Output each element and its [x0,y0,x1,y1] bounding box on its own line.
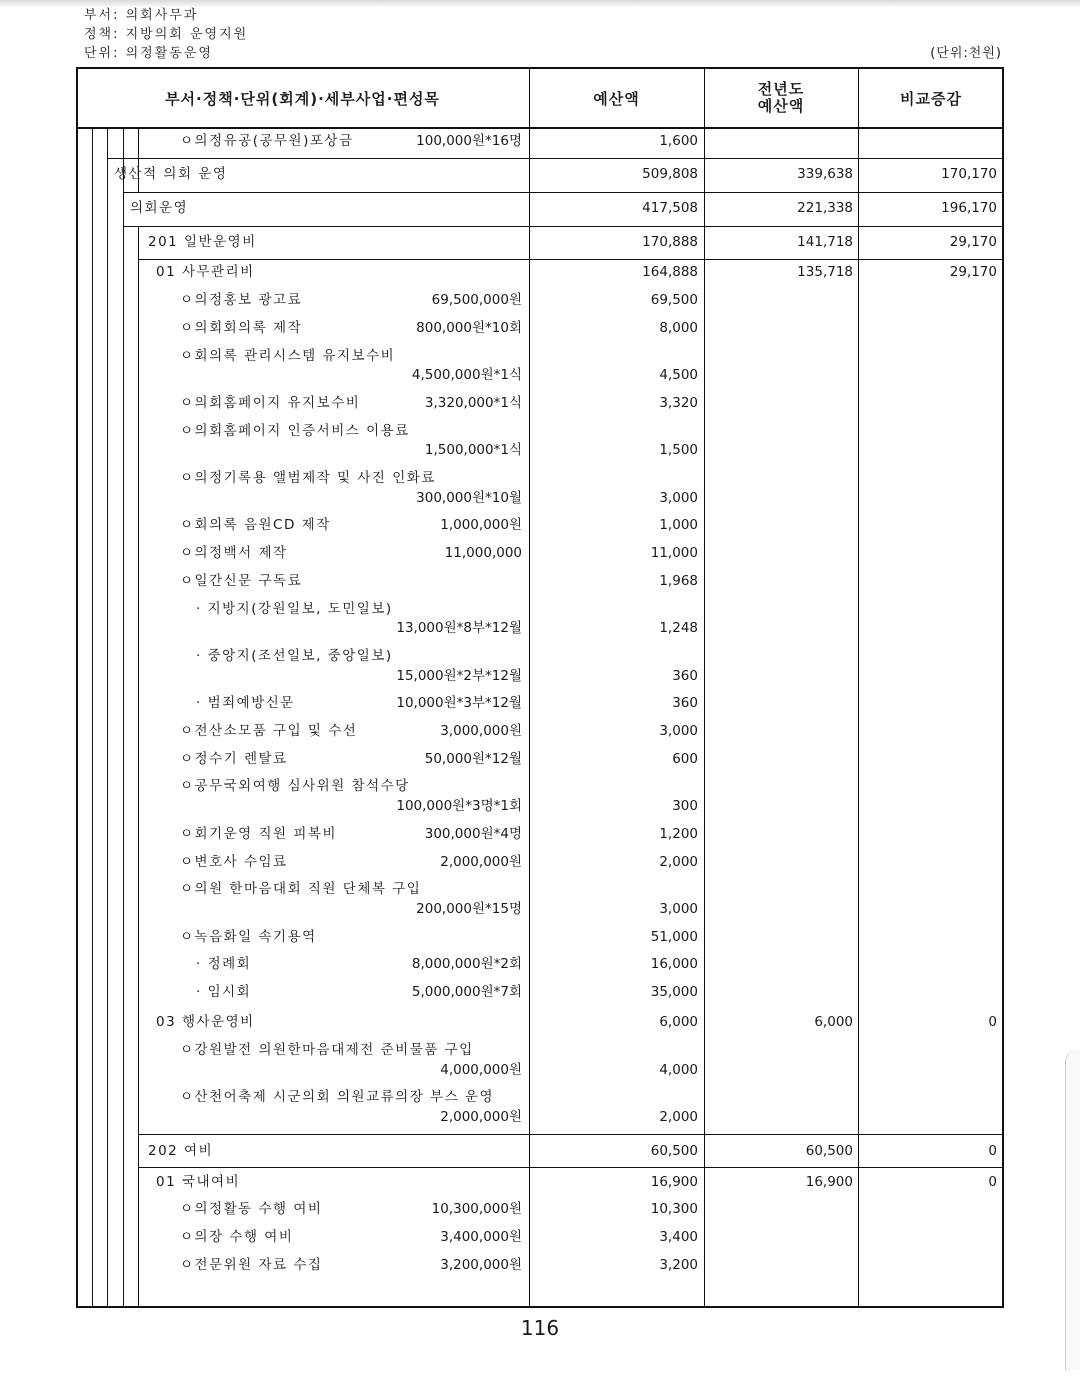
row-budget: 3,000 [659,901,698,917]
col-header-diff: 비교증감 [900,89,962,108]
row-detail: 800,000원*10회 [416,320,522,336]
row-detail: 69,500,000원 [431,292,522,308]
col-header-prev-line1: 전년도 [757,80,805,98]
row-detail: 4,000,000원 [440,1062,522,1078]
row-budget: 1,968 [659,573,698,589]
tree-line-2 [107,129,108,1306]
policy-label: 정책: 지방의회 운영지원 [84,27,249,42]
row-budget: 16,000 [650,956,698,972]
row-divider-e [138,1134,1004,1135]
row-detail: 1,000,000원 [440,517,522,533]
col-header-item: 부서·정책·단위(회계)·세부사업·편성목 [165,89,440,108]
row-label: ㅇ의정활동 수행 여비 [180,1201,323,1217]
tree-line-1 [92,129,93,1306]
row-divider-c [123,226,1004,227]
row-budget: 1,200 [659,826,698,842]
row-prev-budget: 141,718 [797,234,853,250]
row-detail: 100,000원*3명*1회 [396,798,522,814]
row-label: ㅇ산천어축제 시군의회 의원교류의장 부스 운영 [180,1089,494,1105]
row-budget: 360 [672,668,698,684]
row-budget: 3,320 [659,395,698,411]
row-budget: 8,000 [659,320,698,336]
row-budget: 4,500 [659,367,698,383]
row-budget: 300 [672,798,698,814]
col-header-prev-budget [704,67,858,129]
row-label: ㅇ의회홈페이지 유지보수비 [180,395,361,411]
row-budget: 164,888 [642,264,698,280]
row-detail: 200,000원*15명 [416,901,522,917]
row-budget: 170,888 [642,234,698,250]
row-detail: 4,500,000원*1식 [411,367,522,383]
row-label: 01 사무관리비 [156,264,255,280]
row-label: ㅇ정수기 렌탈료 [180,751,288,767]
row-label: ㅇ일간신문 구독료 [180,573,303,589]
row-prev-budget: 339,638 [797,166,853,182]
row-label: · 범죄예방신문 [196,695,295,711]
row-detail: 8,000,000원*2회 [411,956,522,972]
row-budget: 3,200 [659,1257,698,1273]
row-label: 03 행사운영비 [156,1014,255,1030]
row-diff: 0 [988,1174,997,1190]
row-budget: 509,808 [642,166,698,182]
row-detail: 10,300,000원 [431,1201,522,1217]
row-label: ㅇ의정기록용 앨범제작 및 사진 인화료 [180,470,436,486]
row-label: ㅇ변호사 수임료 [180,854,288,870]
row-budget: 417,508 [642,200,698,216]
row-budget: 4,000 [659,1062,698,1078]
row-label: 의회운영 [130,200,189,216]
row-detail: 300,000원*10월 [416,490,522,506]
row-budget: 6,000 [659,1014,698,1030]
row-detail: 100,000원*16명 [416,133,522,149]
row-budget: 1,600 [659,133,698,149]
row-divider-a [107,158,1004,159]
row-budget: 3,400 [659,1229,698,1245]
row-detail: 300,000원*4명 [424,826,522,842]
row-label: ㅇ회기운영 직원 피복비 [180,826,337,842]
row-label: · 중앙지(조선일보, 중앙일보) [196,648,393,664]
row-label: ㅇ회의록 음원CD 제작 [180,517,331,533]
row-budget: 35,000 [650,984,698,1000]
row-divider-f [138,1167,1004,1168]
row-divider-d [138,259,1004,260]
row-detail: 10,000원*3부*12월 [396,695,522,711]
row-divider-b [123,192,1004,193]
row-label: ㅇ의회회의록 제작 [180,320,303,336]
col-divider-3 [858,67,859,1308]
row-detail: 2,000,000원 [440,1109,522,1125]
row-detail: 3,400,000원 [440,1229,522,1245]
unit-note: (단위:천원) [930,46,1002,61]
row-budget: 3,000 [659,490,698,506]
row-label: ㅇ강원발전 의원한마음대제전 준비물품 구입 [180,1042,474,1058]
row-budget: 16,900 [650,1174,698,1190]
page-number: 116 [520,1316,560,1340]
row-label: 01 국내여비 [156,1174,241,1190]
row-diff: 196,170 [941,200,997,216]
row-detail: 3,320,000*1식 [424,395,522,411]
row-budget: 51,000 [650,929,698,945]
row-label: ㅇ전문위원 자료 수집 [180,1257,323,1273]
row-label: 생산적 의회 운영 [114,166,228,182]
row-detail: 13,000원*8부*12월 [396,620,522,636]
row-diff: 170,170 [941,166,997,182]
table-right-border [1002,67,1004,1308]
row-budget: 1,000 [659,517,698,533]
row-label: · 임시회 [196,984,252,1000]
row-prev-budget: 60,500 [805,1143,853,1159]
tree-line-2b [107,129,108,192]
row-detail: 5,000,000원*7회 [411,984,522,1000]
row-prev-budget: 135,718 [797,264,853,280]
row-budget: 360 [672,695,698,711]
row-label: ㅇ녹음화일 속기용역 [180,929,317,945]
row-budget: 10,300 [650,1201,698,1217]
row-label: ㅇ회의록 관리시스템 유지보수비 [180,348,396,364]
row-detail: 11,000,000 [444,545,522,561]
row-diff: 29,170 [949,234,997,250]
col-divider-2 [704,67,705,1308]
row-budget: 1,248 [659,620,698,636]
row-prev-budget: 6,000 [814,1014,853,1030]
row-detail: 3,000,000원 [440,723,522,739]
row-prev-budget: 221,338 [797,200,853,216]
row-detail: 1,500,000*1식 [424,442,522,458]
row-detail: 3,200,000원 [440,1257,522,1273]
row-label: · 지방지(강원일보, 도민일보) [196,601,393,617]
row-budget: 69,500 [650,292,698,308]
row-detail: 15,000원*2부*12월 [396,668,522,684]
row-label: ㅇ의정유공(공무원)포상금 [180,133,354,149]
row-budget: 2,000 [659,854,698,870]
row-label: ㅇ의정백서 제작 [180,545,288,561]
row-label: ㅇ전산소모품 구입 및 수선 [180,723,358,739]
row-label: ㅇ공무국외여행 심사위원 참석수당 [180,778,410,794]
dept-label: 부서: 의회사무과 [84,8,199,23]
row-diff: 0 [988,1143,997,1159]
row-budget: 3,000 [659,723,698,739]
unit-label: 단위: 의정활동운영 [84,46,213,61]
row-label: ㅇ의원 한마음대회 직원 단체복 구입 [180,881,422,897]
row-detail: 2,000,000원 [440,854,522,870]
row-budget: 11,000 [650,545,698,561]
row-detail: 50,000원*12월 [424,751,522,767]
table-left-border [76,67,78,1308]
row-budget: 60,500 [650,1143,698,1159]
row-budget: 2,000 [659,1109,698,1125]
col-header-prev-line2: 예산액 [757,97,805,115]
row-label: ㅇ의장 수행 여비 [180,1229,294,1245]
row-diff: 29,170 [949,264,997,280]
row-label: ㅇ의회홈페이지 인증서비스 이용료 [180,423,410,439]
row-label: ㅇ의정홍보 광고료 [180,292,303,308]
budget-table [76,67,1004,1308]
row-diff: 0 [988,1014,997,1030]
row-prev-budget: 16,900 [805,1174,853,1190]
row-label: · 정례회 [196,956,252,972]
row-label: 201 일반운영비 [148,234,257,250]
table-bottom-border [76,1306,1004,1308]
row-budget: 600 [672,751,698,767]
row-label: 202 여비 [148,1143,214,1159]
col-header-budget: 예산액 [593,89,640,108]
tree-line-4b [138,226,139,1306]
tree-line-3 [123,129,124,1306]
row-budget: 1,500 [659,442,698,458]
col-divider-1 [529,67,530,1308]
